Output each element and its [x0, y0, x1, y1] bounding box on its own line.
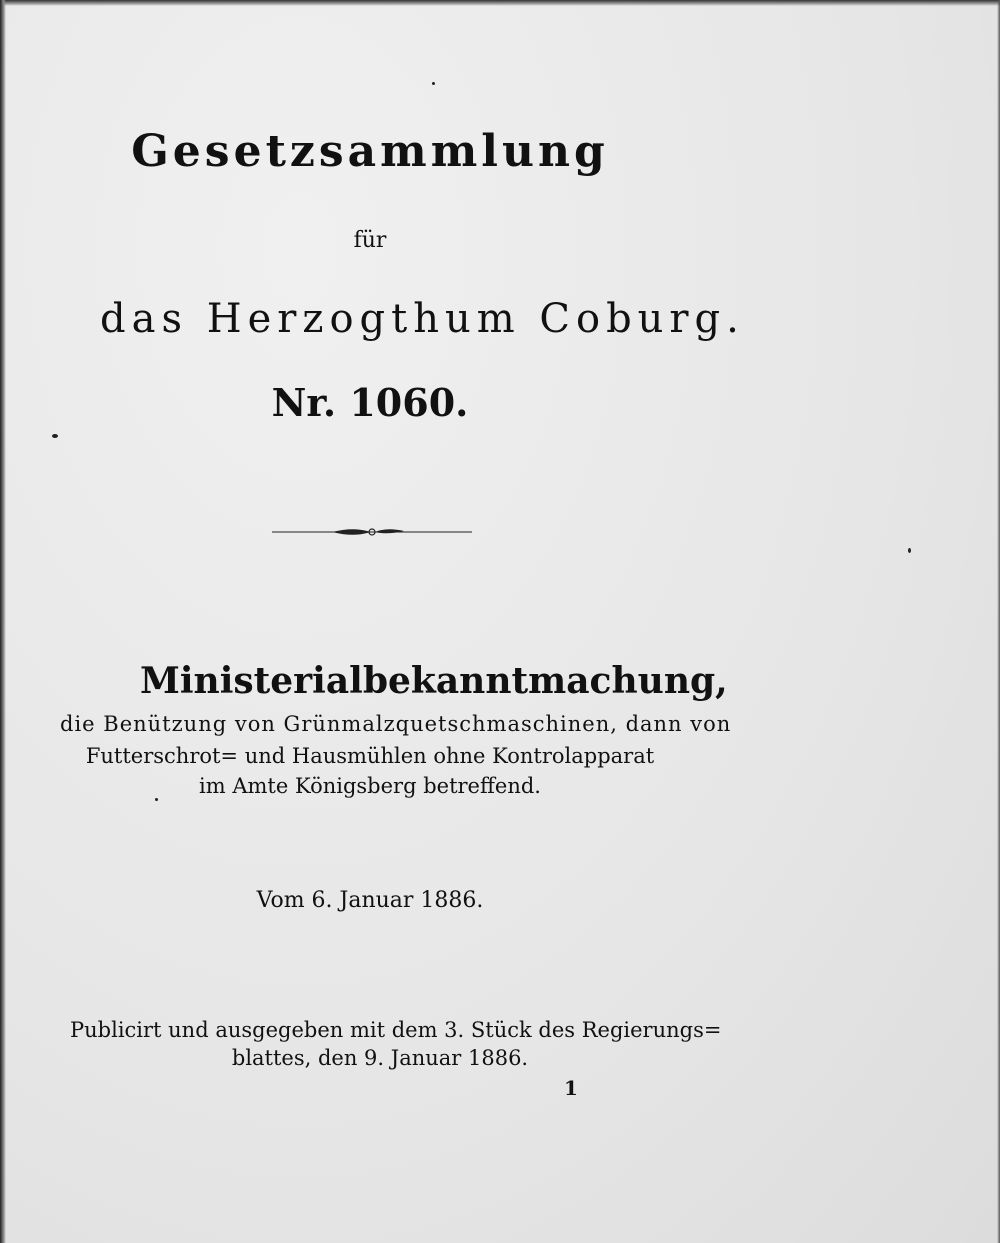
announcement-date: Vom 6. Januar 1886. [256, 888, 484, 913]
state-name: das Herzogthum Coburg. [100, 296, 745, 342]
subject-line-2: Futterschrot= und Hausmühlen ohne Kontrolapparat [85, 744, 655, 768]
ornament-divider-icon [272, 524, 472, 540]
document-title: Gesetzsammlung [131, 126, 609, 177]
title-connector: für [353, 228, 387, 253]
ornament-divider [272, 524, 472, 544]
scan-speck [52, 434, 58, 438]
scan-speck [908, 548, 911, 553]
scan-speck [432, 82, 435, 85]
issue-number: Nr. 1060. [271, 380, 469, 425]
scan-edge-left [0, 0, 6, 1243]
scan-speck [155, 798, 158, 801]
publication-note-line-1: Publicirt und ausgegeben mit dem 3. Stück des Regierungs= [70, 1018, 722, 1042]
page-number: 1 [564, 1076, 578, 1100]
subject-line-3: im Amte Königsberg betreffend. [199, 774, 541, 798]
publication-note-line-2: blattes, den 9. Januar 1886. [231, 1046, 529, 1070]
scan-edge-top [0, 0, 1000, 6]
subject-line-1: die Benützung von Grünmalzquetschmaschinen, dann von [60, 712, 732, 736]
announcement-heading: Ministerialbekanntmachung, [140, 660, 728, 702]
